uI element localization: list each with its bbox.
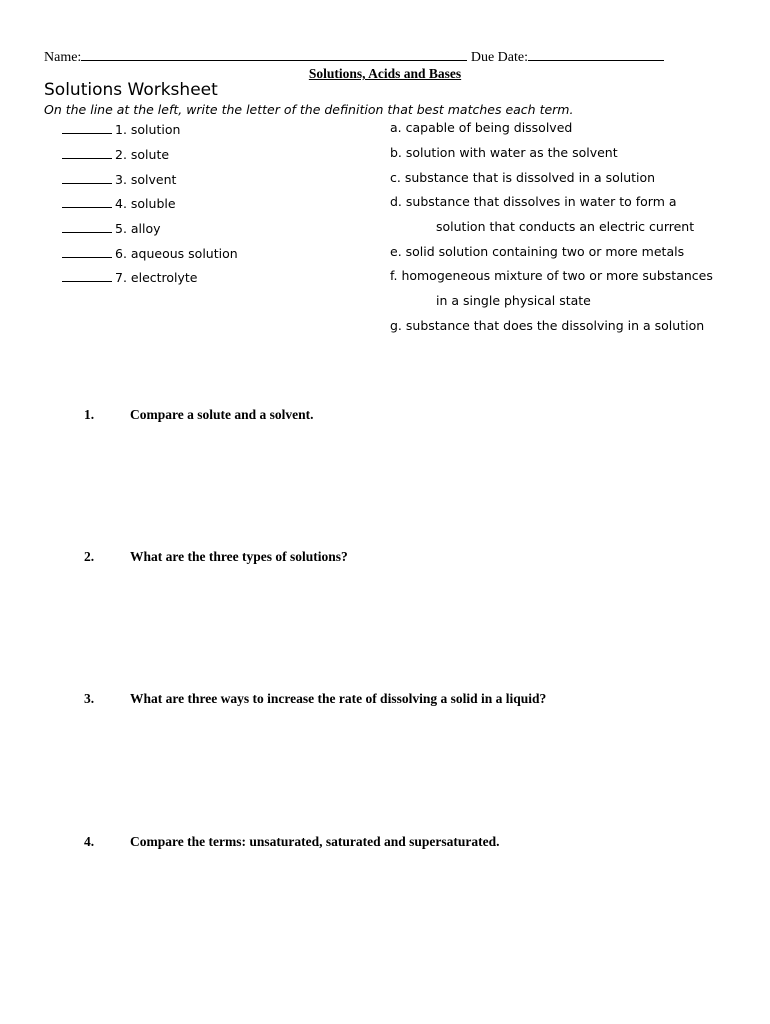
question-text: What are the three types of solutions? [130,549,348,564]
question-text: Compare the terms: unsaturated, saturated and supersaturated. [130,834,500,849]
question-4 [84,834,499,850]
name-label: Name: [44,50,82,65]
term-label: 1. solution [115,122,181,137]
question-text: Compare a solute and a solvent. [130,407,314,422]
term-row [62,145,169,162]
instructions: On the line at the left, write the letter of the definition that best matches each term. [44,102,574,117]
term-label: 7. electrolyte [115,270,198,285]
definition-item: d. substance that dissolves in water to form a [390,194,677,209]
answer-blank[interactable] [62,268,112,282]
header-line [44,46,684,66]
definition-item: a. capable of being dissolved [390,120,573,135]
term-label: 2. solute [115,147,170,162]
definition-item: b. solution with water as the solvent [390,145,618,160]
page-title: Solutions Worksheet [44,80,218,100]
question-number: 1. [84,407,95,422]
term-row [62,194,176,211]
answer-blank[interactable] [62,145,112,159]
term-row [62,120,180,137]
term-row [62,170,176,187]
answer-blank[interactable] [62,219,112,233]
term-row [62,219,161,236]
definition-item: g. substance that does the dissolving in a solution [390,318,705,333]
definition-continuation: in a single physical state [436,293,591,308]
question-2 [84,549,348,565]
definition-item: f. homogeneous mixture of two or more substances [390,268,713,283]
definition-continuation: solution that conducts an electric current [436,219,695,234]
term-label: 5. alloy [115,221,161,236]
term-label: 3. solvent [115,172,177,187]
answer-blank[interactable] [62,244,112,258]
question-number: 2. [84,549,95,564]
definition-item: c. substance that is dissolved in a solution [390,170,656,185]
term-row [62,244,238,261]
term-label: 4. soluble [115,196,176,211]
subtitle-text: Solutions, Acids and Bases [308,66,462,81]
name-field[interactable] [81,46,467,61]
question-number: 3. [84,691,95,706]
answer-blank[interactable] [62,170,112,184]
question-text: What are three ways to increase the rate of dissolving a solid in a liquid? [130,691,547,706]
question-3 [84,691,546,707]
term-label: 6. aqueous solution [115,246,238,261]
definition-item: e. solid solution containing two or more metals [390,244,685,259]
question-1 [84,407,314,423]
answer-blank[interactable] [62,120,112,134]
due-date-field[interactable] [528,46,664,61]
question-number: 4. [84,834,95,849]
answer-blank[interactable] [62,194,112,208]
due-date-label: Due Date: [470,50,528,65]
term-row [62,268,198,285]
